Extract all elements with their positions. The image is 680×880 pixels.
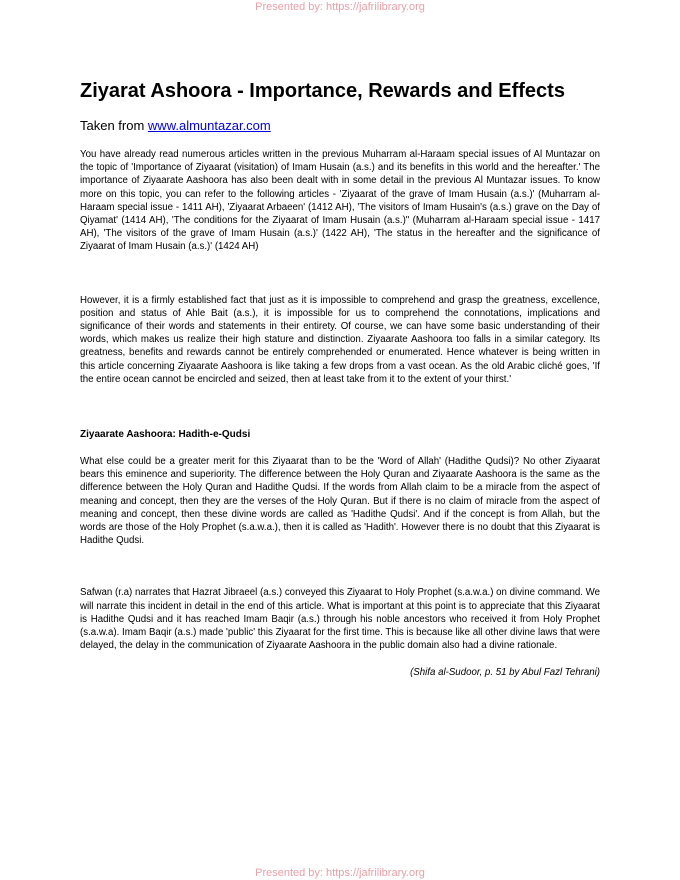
citation: (Shifa al-Sudoor, p. 51 by Abul Fazl Tehrani) <box>410 667 600 679</box>
article <box>80 79 600 679</box>
source-prefix: Taken from <box>80 118 148 133</box>
watermark-top: Presented by: https://jafrilibrary.org <box>255 1 425 13</box>
paragraph-hadith-qudsi: What else could be a greater merit for this Ziyaarat than to be the 'Word of Allah' (Hadithe Qudsi)? No other Ziyaarat bears this eminence and superiority. The difference between the Holy Quran and Ziyaarate Aashoora is the same as the difference between the Holy Quran and Hadithe Qudsi. If the words from Allah claim to be a miracle from the aspect of meaning and concept, then they are the verses of the Holy Quran. But if there is no claim of miracle from the aspect of meaning and concept, then these divine words are called as 'Hadithe Qudsi'. And if the concept is from Allah, but the words are those of the Holy Prophet (s.a.w.a.), then it is called as 'Hadith'. However there is no doubt that this Ziyaarat is Hadithe Qudsi. <box>80 456 600 547</box>
paragraph-intro: You have already read numerous articles written in the previous Muharram al-Haraam special issues of Al Muntazar on the topic of 'Importance of Ziyaarat (visitation) of Imam Husain (a.s.) and its benefits in this world and the hereafter.' The importance of Ziyaarate Aashoora has also been dealt with in some detail in the previous Al Muntazar issues. To know more on this topic, you can refer to the following articles - 'Ziyaarat of the grave of Imam Husain (a.s.)' (Muharram al-Haraam special issue - 1411 AH), 'Ziyaarat Arbaeen' (1412 AH), 'The visitors of Imam Husain's (a.s.) grave on the Day of Qiyamat' (1414 AH), 'The conditions for the Ziyaarat of Imam Husain (a.s.)" (Muharram al-Haraam special issue - 1417 AH), 'The visitors of the grave of Imam Husain (a.s.)' (1422 AH), 'The status in the hereafter and the significance of Ziyaarat of Imam Husain (a.s.)' (1424 AH) <box>80 149 600 253</box>
source-line <box>80 118 600 134</box>
source-link[interactable]: www.almuntazar.com <box>147 118 271 133</box>
paragraph-greatness: However, it is a firmly established fact that just as it is impossible to comprehend and grasp the greatness, excellence, position and status of Ahle Bait (a.s.), it is impossible for us to comprehend the connotations, implications and significance of their words and statements in their entirety. Of course, we can have some basic understanding of their words, which makes us realize their high stature and distinction. Ziyaarate Aashoora too falls in a similar category. Its greatness, benefits and rewards cannot be entirely comprehended or enumerated. Hence whatever is being written in this article concerning Ziyaarate Aashoora is like taking a few drops from a vast ocean. As the old Arabic cliché goes, 'If the entire ocean cannot be encircled and seized, then at least take from it to the extent of your thirst.' <box>80 294 600 385</box>
section-heading: Ziyaarate Aashoora: Hadith-e-Qudsi <box>80 429 251 441</box>
page-title: Ziyarat Ashoora - Importance, Rewards and Effects <box>80 80 565 102</box>
watermark-bottom: Presented by: https://jafrilibrary.org <box>255 867 425 879</box>
paragraph-safwan: Safwan (r.a) narrates that Hazrat Jibraeel (a.s.) conveyed this Ziyaarat to Holy Prophet (s.a.w.a.) on divine command. We will narrate this incident in detail in the end of this article. What is important at this point is to appreciate that this Ziyaarat is Hadithe Qudsi and it has reached Imam Baqir (a.s.) through his noble ancestors who received it from Holy Prophet (s.a.w.a). Imam Baqir (a.s.) made 'public' this Ziyaarat for the first time. This is because like all other divine laws that were delayed, the delay in the communication of Ziyaarate Aashoora in the public domain also had a divine rationale. <box>80 587 600 652</box>
